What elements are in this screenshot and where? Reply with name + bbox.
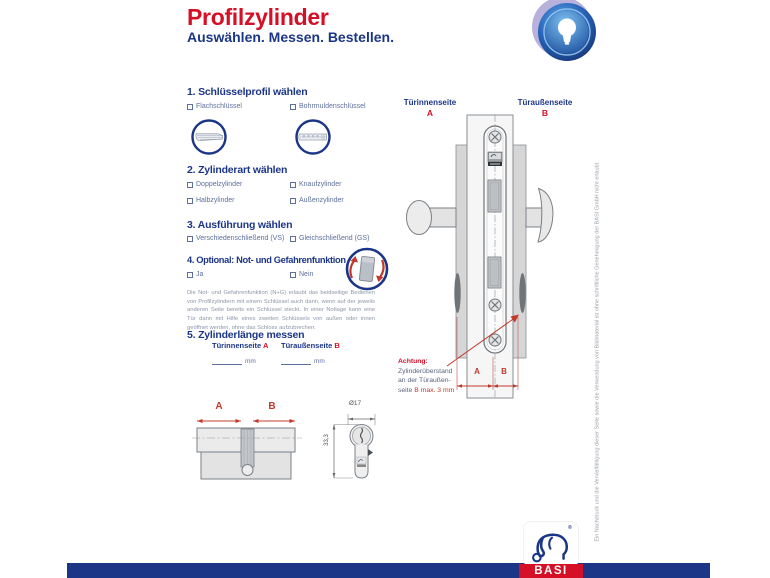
checkbox-gleichschliessend[interactable] [290, 235, 369, 242]
door-inner-side-label: Türinnenseite [403, 98, 457, 107]
flat-key-icon [190, 118, 228, 161]
checkbox-label: Bohrmuldenschlüssel [299, 103, 366, 110]
checkbox-label: Halbzylinder [196, 197, 235, 204]
side-view-dim-b: B [268, 401, 276, 412]
section-4-heading: 4. Optional: Not- und Gefahrenfunktion [187, 255, 346, 265]
measure-letter-a: A [263, 341, 269, 350]
registered-mark: ® [568, 525, 572, 531]
page-subtitle: Auswählen. Messen. Bestellen. [187, 29, 394, 45]
warning-line: an der Türaußen- [398, 377, 451, 385]
warning-line-value: B max. 3 mm [414, 386, 455, 394]
door-outer-side-letter: B [541, 108, 549, 118]
checkbox-ja[interactable] [187, 271, 203, 278]
checkbox-label: Außenzylinder [299, 197, 344, 204]
end-view-diameter-label: Ø17 [348, 400, 362, 407]
checkbox-icon[interactable] [187, 198, 193, 204]
door-dim-b: B [501, 367, 507, 376]
footer-bar [67, 563, 710, 578]
checkbox-icon[interactable] [187, 236, 193, 242]
warning-note [398, 357, 460, 395]
checkbox-doppelzylinder[interactable] [187, 181, 242, 188]
checkbox-bohrmuldenschluessel[interactable] [290, 103, 366, 110]
warning-title: Achtung: [398, 358, 428, 365]
warning-line [398, 386, 460, 396]
door-inner-side-letter: A [426, 108, 434, 118]
warning-line: Zylinderüberstand [398, 367, 453, 375]
page-title: Profilzylinder [187, 4, 329, 30]
checkbox-icon[interactable] [290, 182, 296, 188]
copyright-vertical-text: Ein Nachdruck und die Vervielfältigung dieser Seite sowie die Verwendung von Bildmaterial ist ohne schriftliche Genehmigung der BASI GmbH nicht erlaubt. [594, 161, 601, 542]
checkbox-flachschluessel[interactable] [187, 103, 242, 110]
measure-field-inner [212, 357, 256, 365]
checkbox-icon[interactable] [187, 272, 193, 278]
cylinder-side-view-drawing [192, 400, 304, 495]
measure-label-inner [212, 341, 268, 350]
warning-line-prefix: seite [398, 386, 413, 394]
checkbox-nein[interactable] [290, 271, 313, 278]
side-view-dim-a: A [215, 401, 223, 412]
brand-wordmark: BASI [519, 564, 583, 578]
measure-label-text: Türinnenseite [212, 341, 262, 350]
elephant-icon [528, 525, 574, 565]
emergency-function-note: Die Not- und Gefahrenfunktion (N+G) erlaubt das beidseitige Bedienen von Profilzylindern mit einem Schlüssel auch dann, wenn auf der jeweils anderen Seite bereits ein Schlüssel steckt. In einer Notlage kann eine Tür dann mit Hilfe eines zweiten Schlüssels von außen oder innen geöffnet werden, ohne das Schloss aufzubrechen. [187, 290, 375, 331]
checkbox-verschiedenschliessend[interactable] [187, 235, 284, 242]
checkbox-icon[interactable] [290, 272, 296, 278]
checkbox-icon[interactable] [187, 104, 193, 110]
checkbox-icon[interactable] [290, 198, 296, 204]
lightbulb-icon [531, 0, 601, 69]
door-dim-a: A [474, 367, 480, 376]
checkbox-aussenzylinder[interactable] [290, 197, 344, 204]
checkbox-icon[interactable] [290, 104, 296, 110]
checkbox-label: Gleichschließend (GS) [299, 235, 370, 242]
measure-label-outer [281, 341, 340, 350]
checkbox-label: Doppelzylinder [196, 181, 243, 188]
checkbox-label: Ja [196, 271, 204, 278]
section-3-heading: 3. Ausführung wählen [187, 219, 293, 231]
checkbox-icon[interactable] [290, 236, 296, 242]
dimple-key-icon [294, 118, 332, 161]
lightbulb-icon-svg [531, 0, 601, 64]
measure-letter-b: B [334, 341, 340, 350]
section-2-heading: 2. Zylinderart wählen [187, 164, 288, 176]
measure-label-text: Türaußenseite [281, 341, 333, 350]
end-view-height-label: 33,3 [324, 434, 330, 446]
checkbox-halbzylinder[interactable] [187, 197, 235, 204]
checkbox-knaufzylinder[interactable] [290, 181, 341, 188]
section-5-heading: 5. Zylinderlänge messen [187, 329, 305, 341]
checkbox-icon[interactable] [187, 182, 193, 188]
checkbox-label: Verschiedenschließend (VS) [196, 235, 285, 242]
checkbox-label: Flachschlüssel [196, 103, 242, 110]
checkbox-label: Nein [299, 271, 314, 278]
unit-label: mm [314, 358, 325, 365]
checkbox-label: Knaufzylinder [299, 181, 342, 188]
unit-label: mm [245, 358, 256, 365]
measure-input-inner[interactable] [212, 357, 242, 365]
cylinder-end-view-drawing [322, 400, 384, 493]
measure-field-outer [281, 357, 325, 365]
section-1-heading: 1. Schlüsselprofil wählen [187, 86, 308, 98]
door-outer-side-label: Türaußenseite [517, 98, 573, 107]
measure-input-outer[interactable] [281, 357, 311, 365]
